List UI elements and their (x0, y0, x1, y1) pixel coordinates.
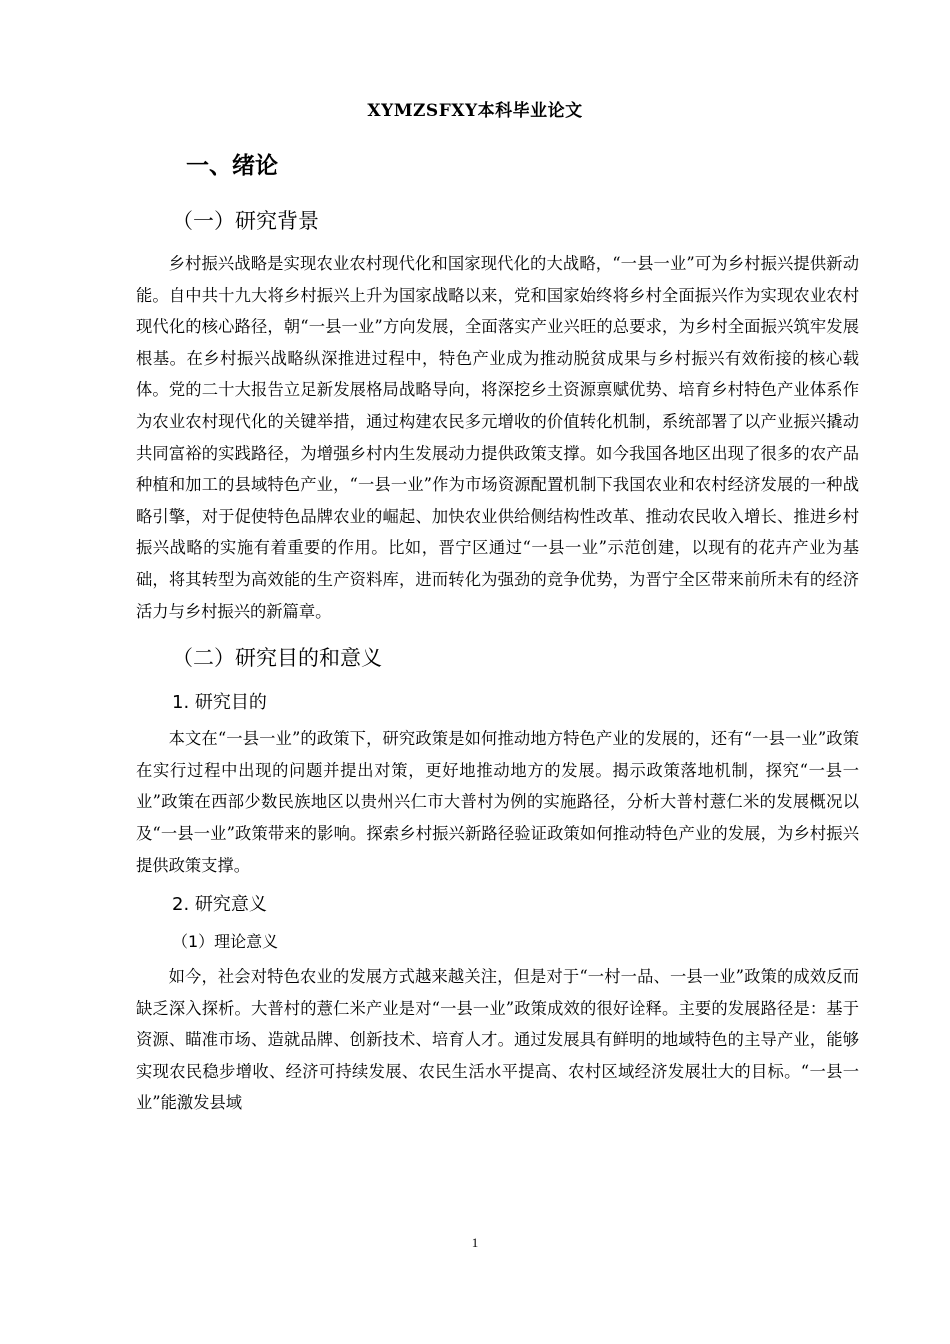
page-number: 1 (471, 1235, 479, 1250)
section-heading-background: （一）研究背景 (172, 209, 319, 233)
running-header: XYMZSFXY本科毕业论文 (367, 101, 583, 121)
chapter-heading: 一、绪论 (186, 153, 278, 179)
subheading-significance: 2. 研究意义 (172, 894, 267, 916)
page-content (136, 142, 859, 1119)
subheading-theory: （1）理论意义 (172, 932, 279, 952)
paragraph-background: 乡村振兴战略是实现农业农村现代化和国家现代化的大战略，“一县一业”可为乡村振兴提供新动能。自中共十九大将乡村振兴上升为国家战略以来，党和国家始终将乡村全面振兴作为实现农业农村现代化的核心路径，朝“一县一业”方向发展，全面落实产业兴旺的总要求，为乡村全面振兴筑牢发展根基。在乡村振兴战略纵深推进过程中，特色产业成为推动脱贫成果与乡村振兴有效衔接的核心载体。党的二十大报告立足新发展格局战略导向，将深挖乡土资源禀赋优势、培育乡村特色产业体系作为农业农村现代化的关键举措，通过构建农民多元增收的价值转化机制，系统部署了以产业振兴撬动共同富裕的实践路径，为增强乡村内生发展动力提供政策支撑。如今我国各地区出现了很多的农产品种植和加工的县域特色产业，“一县一业”作为市场资源配置机制下我国农业和农村经济发展的一种战略引擎，对于促使特色品牌农业的崛起、加快农业供给侧结构性改革、推动农民收入增长、推进乡村振兴战略的实施有着重要的作用。比如，晋宁区通过“一县一业”示范创建，以现有的花卉产业为基础，将其转型为高效能的生产资料库，进而转化为强劲的竞争优势，为晋宁全区带来前所未有的经济活力与乡村振兴的新篇章。 (136, 254, 859, 621)
subheading-purpose: 1. 研究目的 (172, 692, 267, 714)
paragraph-theory: 如今，社会对特色农业的发展方式越来越关注，但是对于“一村一品、一县一业”政策的成效反而缺乏深入探析。大普村的薏仁米产业是对“一县一业”政策成效的很好诠释。主要的发展路径是：基于资源、瞄准市场、造就品牌、创新技术、培育人才。通过发展具有鲜明的地域特色的主导产业，能够实现农民稳步增收、经济可持续发展、农民生活水平提高、农村区域经济发展壮大的目标。“一县一业”能激发县域 (136, 967, 859, 1113)
paragraph-purpose: 本文在“一县一业”的政策下，研究政策是如何推动地方特色产业的发展的，还有“一县一业”政策在实行过程中出现的问题并提出对策，更好地推动地方的发展。揭示政策落地机制，探究“一县一业”政策在西部少数民族地区以贵州兴仁市大普村为例的实施路径，分析大普村薏仁米的发展概况以及“一县一业”政策带来的影响。探索乡村振兴新路径验证政策如何推动特色产业的发展，为乡村振兴提供政策支撑。 (136, 729, 859, 875)
section-heading-purpose: （二）研究目的和意义 (172, 646, 382, 671)
